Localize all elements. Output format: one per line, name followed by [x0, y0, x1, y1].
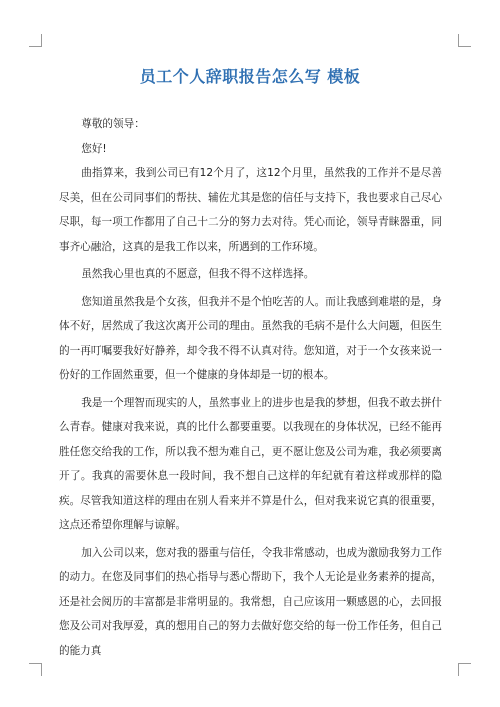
- paragraph-3: 您知道虽然我是个女孩，但我并不是个怕吃苦的人。而让我感到难堪的是，身体不好，居然成了我这次离开公司的理由。虽然我的毛病不是什么大问题，但医生的一再叮嘱要我好好静养，却令我不得不认真对待。您知道，对于一个女孩来说一份好的工作固然重要，但一个健康的身体却是一切的根本。: [59, 295, 442, 381]
- crop-mark-bottom-left: [29, 663, 42, 676]
- document-body: [59, 112, 442, 663]
- paragraph-4: 我是一个理智而现实的人，虽然事业上的进步也是我的梦想，但我不敢去拼什么青春。健康对我来说，真的比什么都要重要。以我现在的身体状况，已经不能再胜任您交给我的工作，所以我不想为难自己，更不愿让您及公司为难，我必须要离开了。我真的需要休息一段时间，我不想自己这样的年纪就有着这样或那样的隐疾。尽管我知道这样的理由在别人看来并不算是什么，但对我来说它真的很重要，这点还希望你理解与谅解。: [59, 396, 442, 531]
- greeting: 您好!: [81, 142, 107, 155]
- document-title: 员工个人辞职报告怎么写 模板: [139, 67, 361, 86]
- paragraph-1: 曲指算来，我到公司已有12个月了，这12个月里，虽然我的工作并不是尽善尽美，但在公司同事们的帮扶、辅佐尤其是您的信任与支持下，我也要求自己尽心尽职，每一项工作都用了自己十二分的努力去对待。凭心而论，领导青睐器重，同事齐心融洽，这真的是我工作以来，所遇到的工作环境。: [59, 167, 442, 253]
- paragraph-2: 虽然我心里也真的不愿意，但我不得不这样选择。: [81, 268, 315, 280]
- paragraph-5: 加入公司以来，您对我的器重与信任，令我非常感动，也成为激励我努力工作的动力。在您及同事们的热心指导与悉心帮助下，我个人无论是业务素养的提高，还是社会阅历的丰富都是非常明显的。我常想，自己应该用一颗感恩的心，去回报您及公司对我厚爱，真的想用自己的努力去做好您交给的每一份工作任务，但自己的能力真: [59, 546, 442, 657]
- crop-mark-top-right: [458, 34, 471, 47]
- salutation: 尊敬的领导：: [81, 118, 145, 130]
- crop-mark-top-left: [29, 34, 42, 47]
- crop-mark-bottom-right: [458, 663, 471, 676]
